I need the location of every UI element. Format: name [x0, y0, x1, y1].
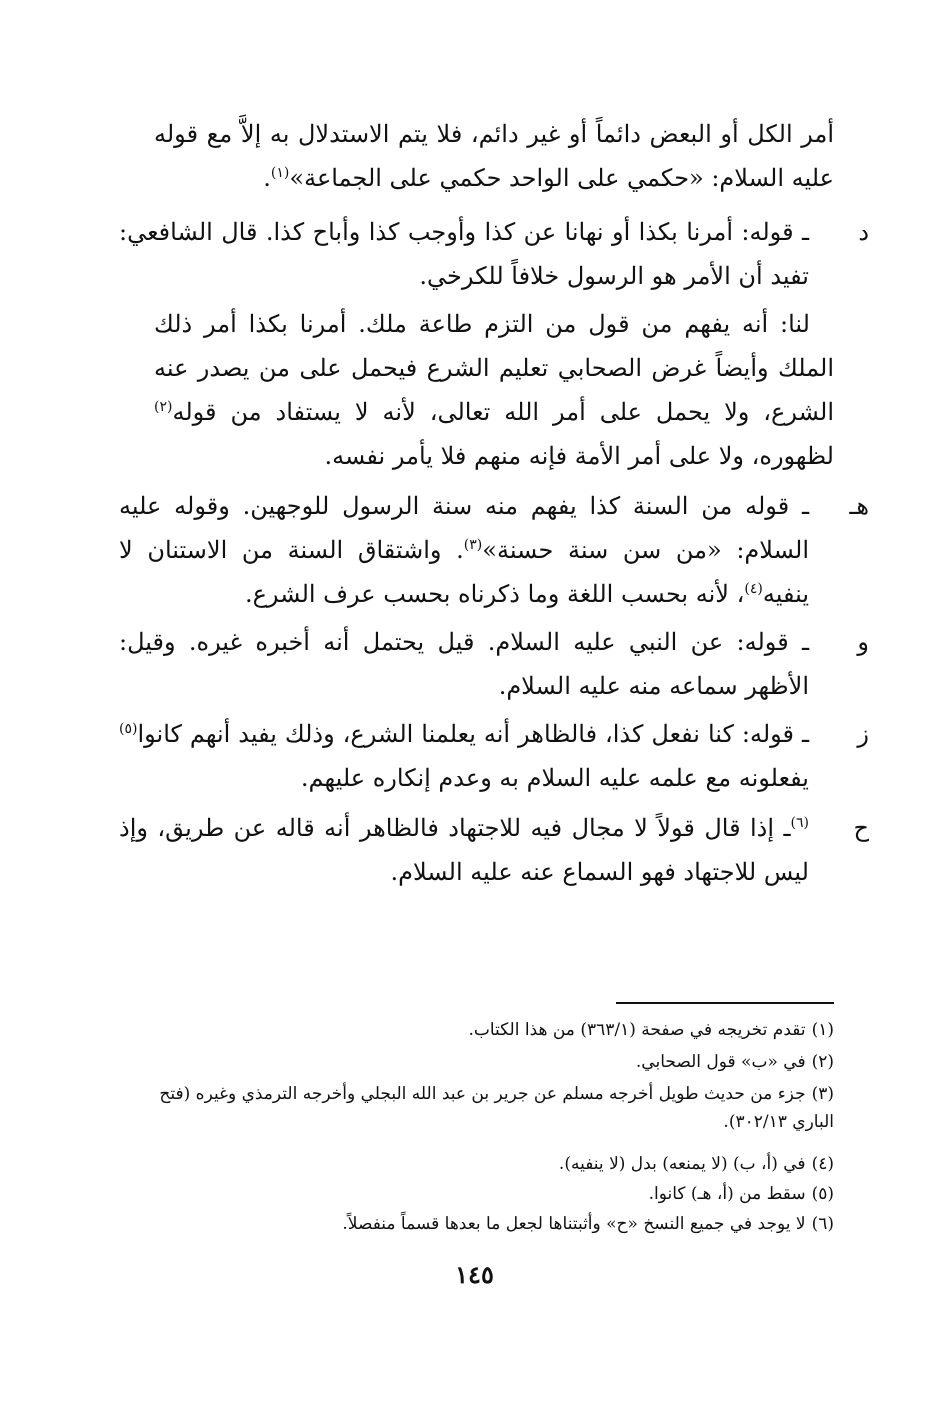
- paragraph-zay: [119, 712, 869, 800]
- footnote-5: [144, 1180, 834, 1208]
- paragraph-ha: [119, 484, 870, 616]
- section-label: و: [857, 628, 869, 656]
- paragraph-tail: لظهوره، ولا على أمر الأمة فإنه منهم فلا يأمر نفسه.: [324, 442, 834, 470]
- paragraph-text: لنا: أنه يفهم من قول من التزم طاعة ملك. أمرنا بكذا أمر ذلك الملك وأيضاً غرض الصحابي تعليم الشرع فيحمل على من يصدر عنه الشرع، ولا يحمل على أمر الله تعالى، لأنه لا يستفاد من قوله: [154, 310, 834, 426]
- paragraph-tail: . واشتقاق السنة من الاستنان لا ينفيه: [119, 536, 809, 608]
- footnote-number: (١): [811, 1020, 834, 1040]
- footnote-number: (٥): [811, 1184, 834, 1204]
- paragraph-tail: يفعلونه مع علمه عليه السلام به وعدم إنكاره عليهم.: [300, 764, 809, 792]
- section-label: د: [858, 218, 869, 246]
- footnote-4: [144, 1150, 834, 1178]
- footnote-ref: (٥): [119, 721, 138, 737]
- paragraph-text: أمر الكل أو البعض دائماً أو غير دائم، فلا يتم الاستدلال به إلاَّ مع قوله عليه السلام: «حكمي على الواحد حكمي على الجماعة»: [154, 120, 834, 192]
- footnote-number: (٤): [811, 1154, 834, 1174]
- footnote-text: سقط من (أ، هـ) كانوا.: [648, 1184, 806, 1204]
- footnote-text: لا يوجد في جميع النسخ «ح» وأثبتناها لجعل ما بعدها قسماً منفصلاً.: [342, 1214, 806, 1234]
- paragraph-tail: ، لأنه بحسب اللغة وما ذكرناه بحسب عرف الشرع.: [244, 580, 745, 608]
- footnote-text: تقدم تخريجه في صفحة (٣٦٣/١) من هذا الكتاب.: [468, 1020, 806, 1040]
- footnote-ref: (٢): [154, 399, 173, 415]
- footnote-separator: [616, 1002, 834, 1004]
- paragraph-tail: .: [263, 164, 271, 192]
- footnote-number: (٣): [811, 1084, 834, 1104]
- paragraph-continuation: [154, 112, 834, 200]
- footnote-ref: (١): [270, 165, 290, 181]
- section-label: هـ: [849, 492, 870, 520]
- paragraph-dal: [119, 210, 869, 298]
- footnote-ref: (٤): [744, 581, 763, 597]
- footnote-2: [144, 1048, 834, 1076]
- footnote-ref: (٦): [790, 815, 809, 831]
- paragraph-text: ـ قوله: عن النبي عليه السلام. قيل يحتمل أنه أخبره غيره. وقيل: الأظهر سماعه منه عليه السلام.: [119, 628, 809, 700]
- footnote-text: جزء من حديث طويل أخرجه مسلم عن جرير بن عبد الله البجلي وأخرجه الترمذي وغيره (فتح الباري ٣٠٢/١٣).: [159, 1084, 834, 1132]
- paragraph-waw: [119, 620, 869, 708]
- page-number: ١٤٥: [455, 1260, 494, 1289]
- section-label: ز: [857, 720, 869, 748]
- paragraph-text: ـ قوله من السنة كذا يفهم منه سنة الرسول للوجهين. وقوله عليه السلام: «من سن سنة حسنة»: [119, 492, 810, 564]
- footnote-ref: (٣): [463, 537, 483, 553]
- paragraph-argument: [154, 302, 834, 478]
- footnote-text: في «ب» قول الصحابي.: [635, 1052, 806, 1072]
- paragraph-ha2: [119, 806, 869, 894]
- footnote-number: (٢): [811, 1052, 834, 1072]
- paragraph-text: ـ قوله: كنا نفعل كذا، فالظاهر أنه يعلمنا الشرع، وذلك يفيد أنهم كانوا: [137, 720, 809, 748]
- footnote-6: [144, 1210, 834, 1238]
- footnote-3: [144, 1080, 834, 1136]
- paragraph-text: ـ قوله: أمرنا بكذا أو نهانا عن كذا وأوجب كذا وأباح كذا. قال الشافعي: تفيد أن الأمر هو الرسول خلافاً للكرخي.: [119, 218, 809, 290]
- footnote-text: في (أ، ب) (لا يمنعه) بدل (لا ينفيه).: [558, 1154, 806, 1174]
- paragraph-text: ـ إذا قال قولاً لا مجال فيه للاجتهاد فالظاهر أنه قاله عن طريق، وإذ ليس للاجتهاد فهو السماع عنه عليه السلام.: [119, 814, 809, 886]
- section-label: ح: [853, 814, 869, 842]
- footnote-1: [144, 1016, 834, 1044]
- footnote-number: (٦): [811, 1214, 834, 1234]
